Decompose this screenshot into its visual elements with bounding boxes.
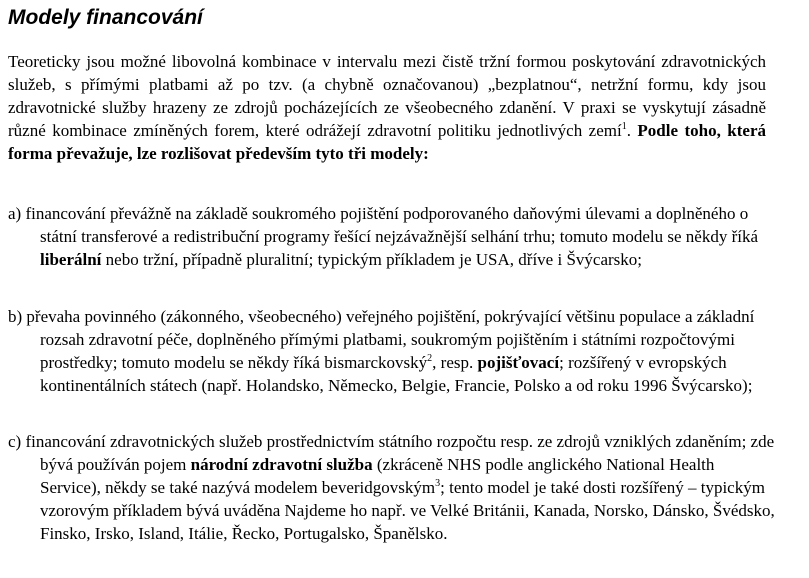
model-c-text-end: ; tento model je také dosti rozšířený – typickým vzorovým příkladem bývá uváděna Najdeme ho např. ve Velké Británii, Kanada, Norsko, Dánsko, Švédsko, Finsko, Irsko, Island, Itálie, Řecko, Portugalsko, Španělsko. xyxy=(40,478,775,543)
intro-text: Teoreticky jsou možné libovolná kombinace v intervalu mezi čistě tržní formou poskytování zdravotnických služeb, s přímými platbami až po tzv. (a chybně označovanou) „bezplatnou“, netržní formu, kdy jsou zdravotnické služby hrazeny ze zdrojů pocházejících ze všeobecného zdanění. V praxi se vyskytují zásadně různé kombinace zmíněných forem, které odrážejí zdravotní politiku jednotlivých zemí xyxy=(8,52,766,140)
model-a-term: liberální xyxy=(40,250,102,269)
model-a-text: a) financování převážně na základě soukromého pojištění podporovaného daňovými úlevami a doplněného o státní transferové a redistribuční programy řešící nejzávažnější selhání trhu; tomuto modelu se někdy říká xyxy=(8,204,759,246)
model-c-text: c) financování zdravotnických služeb prostřednictvím státního rozpočtu resp. ze zdrojů vzniklých zdaněním; zde bývá používán pojem xyxy=(8,432,775,474)
intro-punctuation: . xyxy=(626,121,638,140)
model-item-a xyxy=(8,202,776,271)
model-a-text-end: nebo tržní, případně pluralitní; typickým příkladem je USA, dříve i Švýcarsko; xyxy=(101,250,642,269)
model-c-term: národní zdravotní služba xyxy=(190,455,373,474)
model-b-text: b) převaha povinného (zákonného, všeobecného) veřejného pojištění, pokrývající většinu populace a základní rozsah zdravotní péče, doplněného přímými platbami, soukromým pojištěním i státními rozpočtovými prostředky; tomuto modelu se někdy říká bismarckovský xyxy=(8,307,755,372)
model-item-b xyxy=(8,305,776,397)
footnote-ref-3[interactable]: 3 xyxy=(435,478,441,489)
model-b-term: pojišťovací xyxy=(477,353,560,372)
model-b-text-mid: , resp. xyxy=(432,353,478,372)
intro-bold-text: Podle toho, která forma převažuje, lze rozlišovat především tyto tři modely: xyxy=(8,121,767,163)
model-c-text-mid: (zkráceně NHS podle anglického National Health Service), někdy se také nazývá modelem beveridgovským xyxy=(40,455,715,497)
model-item-c xyxy=(8,430,776,545)
section-heading: Modely financování xyxy=(8,6,203,29)
footnote-ref-2[interactable]: 2 xyxy=(427,353,433,364)
model-b-text-end: ; rozšířený v evropských kontinentálních státech (např. Holandsko, Německo, Belgie, Francie, Polsko a od roku 1996 Švýcarsko); xyxy=(40,353,753,395)
footnote-ref-1[interactable]: 1 xyxy=(621,121,627,132)
intro-paragraph xyxy=(8,50,766,165)
